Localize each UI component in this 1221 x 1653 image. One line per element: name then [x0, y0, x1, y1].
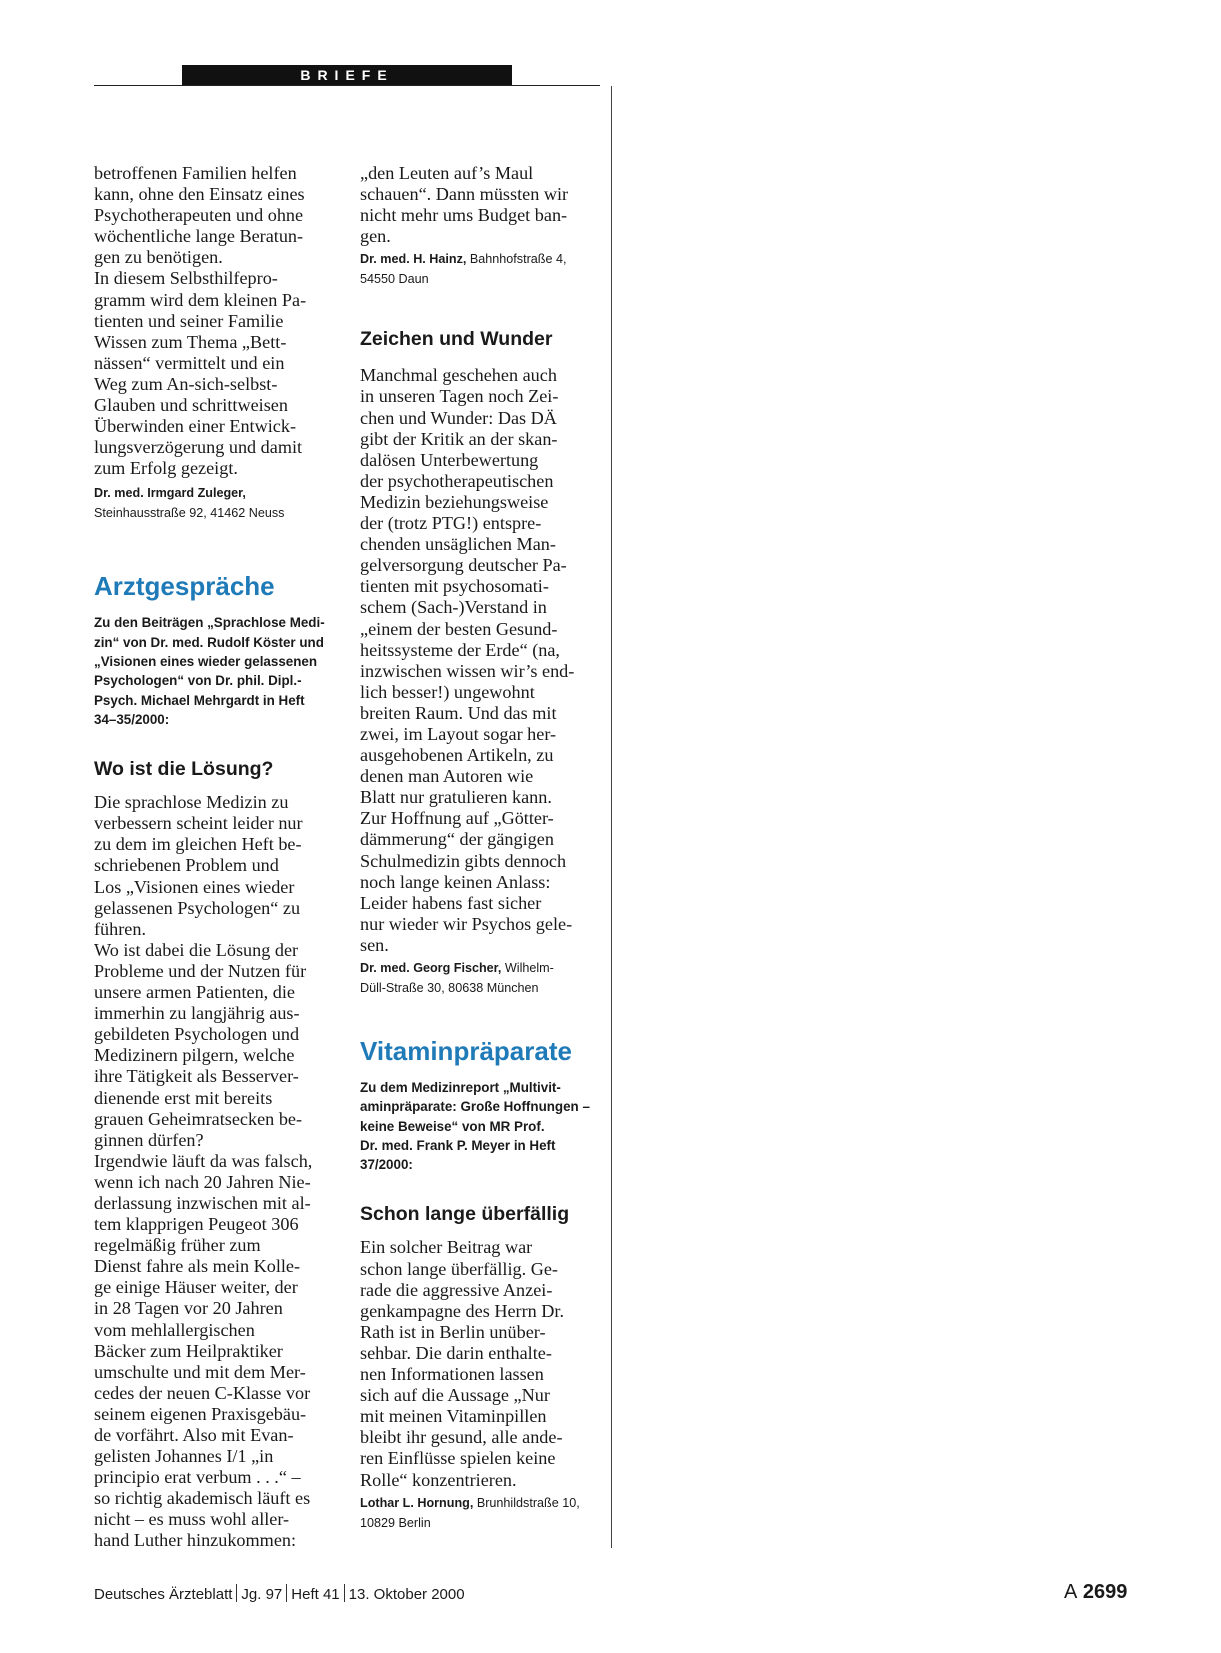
text-line: cedes der neuen C-Klasse vor: [94, 1382, 311, 1403]
text-line: schriebenen Problem und: [94, 855, 279, 876]
signature-name: Dr. med. Irmgard Zuleger,: [94, 486, 246, 501]
text-line: In diesem Selbsthilfepro-: [94, 268, 278, 289]
text-line: vom mehlallergischen: [94, 1319, 255, 1340]
footer-separator: [236, 1584, 237, 1602]
text-line: der (trotz PTG!) entspre-: [360, 513, 542, 534]
text-line: Psych. Michael Mehrgardt in Heft: [94, 692, 305, 708]
signature-name: Dr. med. Georg Fischer,: [360, 961, 502, 975]
text-line: 34–35/2000:: [94, 711, 170, 727]
letter-signature: [94, 483, 344, 523]
text-line: so richtig akademisch läuft es: [94, 1488, 311, 1509]
signature-address-line2: 10829 Berlin: [360, 1515, 431, 1530]
text-line: de vorfährt. Also mit Evan-: [94, 1425, 294, 1445]
letter-body: [94, 792, 344, 1551]
text-line: ge einige Häuser weiter, der: [94, 1277, 298, 1298]
text-line: gebildeten Psychologen und: [94, 1024, 300, 1045]
text-line: verbessern scheint leider nur: [94, 813, 303, 834]
text-line: Glauben und schrittweisen: [94, 395, 288, 416]
text-line: umschulte und mit dem Mer-: [94, 1361, 306, 1382]
text-line: grauen Geheimratsecken be-: [94, 1108, 303, 1129]
text-line: schon lange überfällig. Ge-: [360, 1258, 558, 1279]
rubric-title: Arztgespräche: [94, 571, 275, 602]
text-line: keine Beweise“ von MR Prof.: [360, 1118, 545, 1134]
text-line: gelversorgung deutscher Pa-: [360, 555, 567, 576]
rubric-title: Vitaminpräparate: [360, 1036, 572, 1066]
text-line: Bäcker zum Heilpraktiker: [94, 1340, 283, 1361]
text-line: schem (Sach-)Verstand in: [360, 597, 547, 618]
text-line: Irgendwie läuft da was falsch,: [94, 1150, 313, 1171]
letter-body: [360, 365, 610, 956]
article-reference: [360, 1078, 610, 1174]
text-line: nicht – es muss wohl aller-: [94, 1509, 290, 1530]
text-line: schauen“. Dann müssten wir: [360, 184, 569, 205]
text-line: Dr. med. Frank P. Meyer in Heft: [360, 1137, 556, 1153]
text-line: nicht mehr ums Budget ban-: [360, 205, 568, 226]
text-line: principio erat verbum . . .“ –: [94, 1467, 301, 1488]
text-line: „den Leuten auf’s Maul: [360, 163, 534, 183]
text-line: seinem eigenen Praxisgebäu-: [94, 1403, 307, 1424]
text-line: ausgehobenen Artikeln, zu: [360, 745, 554, 766]
text-line: aminpräparate: Große Hoffnungen –: [360, 1099, 590, 1115]
text-line: gelassenen Psychologen“ zu: [94, 897, 301, 918]
letter-body: [360, 1237, 610, 1490]
text-line: Zu dem Medizinreport „Multivit-: [360, 1080, 561, 1095]
text-line: Wo ist dabei die Lösung der: [94, 939, 299, 960]
letter-heading: Zeichen und Wunder: [360, 328, 553, 351]
page-prefix: A: [1064, 1581, 1078, 1603]
text-line: betroffenen Familien helfen: [94, 163, 297, 183]
text-line: rade die aggressive Anzei-: [360, 1279, 553, 1300]
text-line: Manchmal geschehen auch: [360, 365, 557, 386]
text-line: gen.: [360, 226, 391, 247]
text-line: regelmäßig früher zum: [94, 1235, 261, 1256]
text-line: dienende erst mit bereits: [94, 1087, 273, 1108]
signature-address: Brunhildstraße 10,: [476, 1495, 580, 1510]
journal-issue: Heft 41: [291, 1586, 340, 1603]
text-line: gen zu benötigen.: [94, 247, 223, 268]
text-line: tem klapprigen Peugeot 306: [94, 1214, 299, 1235]
text-line: immerhin zu langjährig aus-: [94, 1003, 300, 1024]
signature-address: Bahnhofstraße 4,: [469, 252, 567, 267]
text-line: Zur Hoffnung auf „Götter-: [360, 808, 554, 829]
text-line: führen.: [94, 918, 147, 939]
text-line: Zu den Beiträgen „Sprachlose Medi-: [94, 615, 325, 631]
text-line: noch lange keinen Anlass:: [360, 871, 551, 892]
signature-address-line2: Düll-Straße 30, 80638 München: [360, 981, 539, 995]
text-line: tienten mit psychosomati-: [360, 576, 549, 597]
text-line: nen Informationen lassen: [360, 1364, 544, 1385]
text-line: hand Luther hinzukommen:: [94, 1530, 297, 1551]
text-line: „Visionen eines wieder gelassenen: [94, 654, 318, 669]
letter-heading: Schon lange überfällig: [360, 1203, 570, 1226]
text-line: gelisten Johannes I/1 „in: [94, 1446, 274, 1467]
text-line: Los „Visionen eines wieder: [94, 876, 295, 897]
signature-address-line2: 54550 Daun: [360, 272, 429, 287]
text-line: bleibt ihr gesund, alle ande-: [360, 1427, 563, 1448]
text-line: unsere armen Patienten, die: [94, 982, 295, 1003]
text-line: Leider habens fast sicher: [360, 892, 542, 913]
text-line: Psychotherapeuten und ohne: [94, 205, 304, 226]
column-left: [94, 163, 344, 1552]
footer-separator: [344, 1584, 345, 1602]
text-line: Medizinern pilgern, welche: [94, 1045, 295, 1066]
text-line: Rolle“ konzentrieren.: [360, 1469, 517, 1490]
text-line: heitssysteme der Erde“ (na,: [360, 639, 560, 660]
text-line: Die sprachlose Medizin zu: [94, 792, 289, 813]
text-line: in 28 Tagen vor 20 Jahren: [94, 1298, 283, 1319]
section-header: BRIEFE: [182, 65, 512, 85]
text-line: genkampagne des Herrn Dr.: [360, 1300, 565, 1321]
text-line: lungsverzögerung und damit: [94, 437, 303, 458]
text-line: 37/2000:: [360, 1157, 413, 1173]
text-line: Probleme und der Nutzen für: [94, 960, 307, 981]
text-line: gibt der Kritik an der skan-: [360, 428, 558, 449]
text-line: der psychotherapeutischen: [360, 470, 554, 491]
text-line: dalösen Unterbewertung: [360, 449, 539, 470]
text-line: sen.: [360, 934, 389, 955]
text-line: dämmerung“ der gängigen: [360, 829, 554, 850]
text-line: in unseren Tagen noch Zei-: [360, 386, 559, 407]
text-line: „einem der besten Gesund-: [360, 618, 558, 639]
footer-separator: [286, 1584, 287, 1602]
text-line: wöchentliche lange Beratun-: [94, 226, 304, 247]
signature-name: Lothar L. Hornung,: [360, 1495, 474, 1510]
continued-letter-text: [360, 163, 610, 247]
column-right: [360, 163, 610, 1533]
text-line: zu dem im gleichen Heft be-: [94, 834, 302, 855]
text-line: ginnen dürfen?: [94, 1129, 204, 1150]
text-line: Überwinden einer Entwick-: [94, 416, 297, 437]
text-line: Rath ist in Berlin unüber-: [360, 1321, 546, 1342]
letter-signature: [360, 958, 610, 998]
journal-name: Deutsches Ärzteblatt: [94, 1586, 233, 1603]
text-line: Psychologen“ von Dr. phil. Dipl.-: [94, 673, 302, 689]
text-line: Weg zum An-sich-selbst-: [94, 373, 278, 394]
text-line: Blatt nur gratulieren kann.: [360, 787, 552, 808]
signature-name: Dr. med. H. Hainz,: [360, 252, 467, 267]
column-divider: [611, 86, 612, 1548]
text-line: zum Erfolg gezeigt.: [94, 458, 238, 479]
text-line: mit meinen Vitaminpillen: [360, 1406, 547, 1427]
text-line: Ein solcher Beitrag war: [360, 1237, 533, 1258]
text-line: denen man Autoren wie: [360, 766, 534, 787]
page-number-value: 2699: [1082, 1581, 1128, 1603]
letter-signature: [360, 1493, 610, 1533]
footer-citation: [94, 1584, 465, 1605]
text-line: Wissen zum Thema „Bett-: [94, 331, 287, 352]
text-line: nur wieder wir Psychos gele-: [360, 913, 573, 934]
text-line: chen und Wunder: Das DÄ: [360, 407, 557, 428]
text-line: breiten Raum. Und das mit: [360, 702, 557, 723]
text-line: nässen“ vermittelt und ein: [94, 352, 285, 373]
text-line: gramm wird dem kleinen Pa-: [94, 289, 307, 310]
text-line: lich besser!) ungewohnt: [360, 681, 535, 702]
page-number: [1064, 1580, 1127, 1604]
journal-volume: Jg. 97: [241, 1586, 283, 1603]
issue-date: 13. Oktober 2000: [348, 1586, 465, 1603]
text-line: sehbar. Die darin enthalte-: [360, 1342, 552, 1363]
text-line: inzwischen wissen wir’s end-: [360, 660, 575, 681]
text-line: Schulmedizin gibts dennoch: [360, 850, 567, 871]
text-line: zwei, im Layout sogar her-: [360, 723, 557, 744]
text-line: kann, ohne den Einsatz eines: [94, 184, 305, 205]
text-line: ren Einflüsse spielen keine: [360, 1448, 556, 1469]
text-line: tienten und seiner Familie: [94, 310, 284, 331]
text-line: sich auf die Aussage „Nur: [360, 1385, 550, 1406]
text-line: Medizin beziehungsweise: [360, 491, 549, 512]
text-line: Dienst fahre als mein Kolle-: [94, 1256, 301, 1277]
letter-signature: [360, 249, 610, 289]
text-line: ihre Tätigkeit als Besserver-: [94, 1066, 299, 1087]
text-line: zin“ von Dr. med. Rudolf Köster und: [94, 634, 324, 650]
text-line: derlassung inzwischen mit al-: [94, 1192, 311, 1213]
article-reference: [94, 613, 344, 729]
signature-address: Wilhelm-: [504, 961, 554, 975]
header-rule: [94, 85, 600, 86]
continued-letter-text: [94, 163, 344, 479]
text-line: chenden unsäglichen Man-: [360, 534, 556, 555]
text-line: wenn ich nach 20 Jahren Nie-: [94, 1171, 311, 1192]
letter-heading: Wo ist die Lösung?: [94, 758, 274, 781]
signature-address: Steinhausstraße 92, 41462 Neuss: [94, 506, 285, 521]
